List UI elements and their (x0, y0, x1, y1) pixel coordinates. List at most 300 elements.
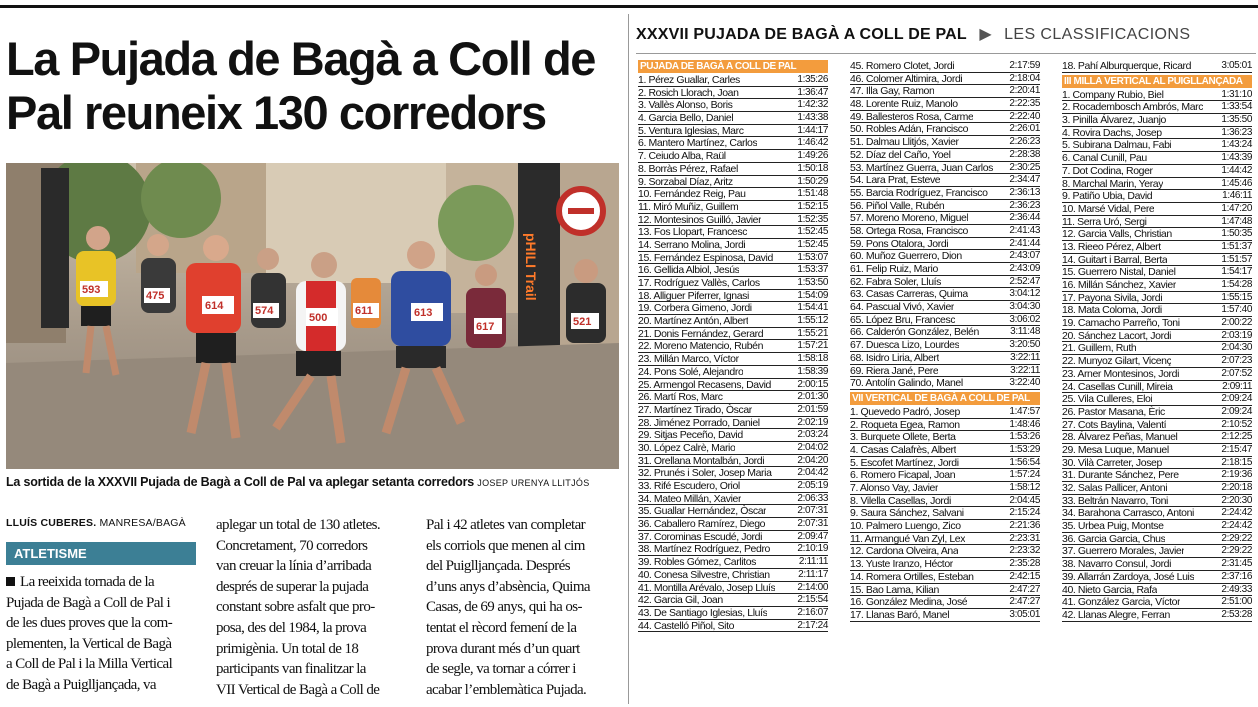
finish-time: 1:56:54 (1009, 456, 1040, 468)
result-row (1062, 165, 1252, 178)
athlete-name: 19. Camacho Parreño, Toni (1062, 317, 1180, 329)
finish-time: 2:41:43 (1009, 224, 1040, 236)
athlete-name: 17. Llanas Baró, Manel (850, 608, 950, 621)
finish-time: 1:53:29 (1009, 443, 1040, 455)
result-row (850, 419, 1040, 432)
finish-time: 1:57:21 (797, 340, 828, 352)
finish-time: 2:10:52 (1221, 418, 1252, 430)
result-row (1062, 431, 1252, 444)
result-row (1062, 393, 1252, 406)
athlete-name: 2. Rocadembosch Ambrós, Marc (1062, 101, 1204, 114)
athlete-name: 33. Rifé Escudero, Oriol (638, 480, 740, 492)
finish-time: 2:35:28 (1009, 558, 1040, 570)
finish-time: 2:42:15 (1009, 570, 1040, 582)
bib-number: 574 (255, 305, 274, 317)
result-row (850, 98, 1040, 111)
athlete-name: 38. Navarro Consul, Jordi (1062, 558, 1172, 570)
athlete-name: 17. Rodríguez Vallès, Carlos (638, 277, 760, 289)
athlete-name: 26. Martí Ros, Marc (638, 391, 723, 403)
category-header: III MILLA VERTICAL AL PUIGLLANÇADA (1062, 75, 1252, 88)
result-row (638, 620, 828, 633)
finish-time: 2:04:30 (1221, 342, 1252, 354)
athlete-name: 52. Díaz del Caño, Yoel (850, 148, 951, 161)
athlete-name: 9. Sorzabal Díaz, Aritz (638, 175, 733, 188)
finish-time: 2:07:23 (1221, 355, 1252, 367)
athlete-name: 39. Allarrán Zardoya, José Luis (1062, 570, 1195, 583)
athlete-name: 33. Beltrán Navarro, Toni (1062, 494, 1168, 507)
finish-time: 2:03:19 (1221, 329, 1252, 341)
article-line: aplegar un total de 130 atletes. (216, 517, 381, 533)
article-line: a Coll de Pal i la Milla Vertical (6, 656, 173, 673)
finish-time: 2:43:09 (1009, 263, 1040, 274)
finish-time: 2:47:27 (1009, 596, 1040, 608)
result-row (638, 442, 828, 455)
athlete-name: 4. Rovira Dachs, Josep (1062, 126, 1162, 139)
finish-time: 1:51:37 (1221, 240, 1252, 252)
finish-time: 1:35:26 (797, 74, 828, 85)
finish-time: 1:35:50 (1221, 114, 1252, 126)
result-row (1062, 520, 1252, 533)
athlete-name: 14. Serrano Molina, Jordi (638, 238, 746, 251)
finish-time: 2:11:11 (798, 556, 828, 568)
finish-time: 3:20:50 (1009, 339, 1040, 351)
finish-time: 1:36:47 (797, 86, 828, 98)
result-row (1062, 101, 1252, 114)
finish-time: 3:22:11 (1010, 364, 1040, 376)
athlete-name: 5. Ventura Iglesias, Marc (638, 124, 744, 137)
athlete-name: 9. Patiño Ubia, David (1062, 190, 1153, 202)
banner-text: pHILI Trail (523, 233, 539, 301)
athlete-name: 14. Romera Ortilles, Esteban (850, 570, 974, 583)
finish-time: 3:11:48 (1010, 326, 1040, 338)
result-row (850, 339, 1040, 352)
athlete-name: 60. Muñoz Guerrero, Dion (850, 250, 962, 262)
article-line: constant sobre asfalt que pro- (216, 599, 375, 616)
result-row (638, 150, 828, 163)
finish-time: 1:55:15 (1221, 291, 1252, 303)
result-row (1062, 266, 1252, 279)
finish-time: 1:53:07 (797, 251, 828, 263)
athlete-name: 9. Saura Sánchez, Salvani (850, 507, 964, 520)
article-line: els corriols que menen al cim (426, 537, 585, 554)
finish-time: 1:44:17 (797, 124, 828, 136)
athlete-name: 8. Borràs Pérez, Rafael (638, 162, 738, 175)
results-subtitle: LES CLASSIFICACIONS (1004, 26, 1191, 43)
finish-time: 1:50:18 (797, 162, 828, 174)
athlete-name: 59. Pons Otalora, Jordi (850, 237, 949, 250)
athlete-name: 18. Mata Coloma, Jordi (1062, 304, 1162, 317)
athlete-name: 11. Serra Uró, Sergi (1062, 215, 1147, 228)
athlete-name: 5. Subirana Dalmau, Fabi (1062, 139, 1172, 152)
result-row (638, 543, 828, 556)
result-row (850, 136, 1040, 149)
athlete-name: 25. Vila Culleres, Eloi (1062, 393, 1153, 405)
photo-caption (6, 475, 619, 489)
athlete-name: 31. Durante Sánchez, Pere (1062, 469, 1179, 481)
result-row (1062, 216, 1252, 229)
result-row (850, 457, 1040, 470)
result-row (1062, 469, 1252, 482)
result-row (638, 594, 828, 607)
athlete-name: 13. Fos Llopart, Francesc (638, 226, 748, 238)
result-row (850, 609, 1040, 622)
result-row (638, 214, 828, 227)
finish-time: 1:54:28 (1221, 279, 1252, 290)
section-tag: ATLETISME (6, 542, 196, 565)
finish-time: 2:36:23 (1009, 199, 1040, 211)
finish-time: 1:46:42 (797, 137, 828, 149)
result-row (850, 123, 1040, 136)
result-row (850, 584, 1040, 597)
finish-time: 2:49:33 (1221, 583, 1252, 595)
finish-time: 2:07:31 (797, 505, 828, 517)
finish-time: 2:09:11 (1222, 380, 1252, 392)
result-row (850, 212, 1040, 225)
athlete-name: 29. Mesa Luque, Manuel (1062, 443, 1169, 456)
result-row (850, 482, 1040, 495)
finish-time: 2:00:15 (797, 378, 828, 390)
athlete-name: 46. Colomer Altimira, Jordi (850, 72, 963, 85)
athlete-name: 1. Pérez Guallar, Carles (638, 74, 740, 86)
results-column-2 (850, 60, 1040, 622)
athlete-name: 22. Munyoz Gilart, Vicenç (1062, 355, 1172, 367)
result-row (850, 314, 1040, 327)
athlete-name: 66. Calderón González, Belén (850, 326, 979, 339)
result-row (850, 288, 1040, 301)
athlete-name: 11. Miró Muñiz, Guillem (638, 200, 739, 213)
result-row (850, 365, 1040, 378)
finish-time: 2:29:22 (1221, 532, 1252, 544)
article-line: d’uns anys d’absència, Quima (426, 578, 590, 595)
athlete-name: 11. Armangué Van Zyl, Lex (850, 532, 966, 545)
athlete-name: 22. Moreno Matencio, Rubén (638, 340, 764, 353)
result-row (638, 163, 828, 176)
athlete-name: 15. Fernández Espinosa, David (638, 251, 773, 264)
finish-time: 2:04:42 (797, 467, 828, 479)
athlete-name: 69. Riera Jané, Pere (850, 364, 939, 377)
result-row (850, 238, 1040, 251)
athlete-name: 24. Pons Solé, Alejandro (638, 365, 744, 378)
result-row (638, 226, 828, 239)
result-row (638, 505, 828, 518)
result-row (1062, 584, 1252, 597)
athlete-name: 12. Garcia Valls, Christian (1062, 228, 1172, 240)
article-line: posa, des del 1984, la prova (216, 619, 367, 636)
result-row (638, 518, 828, 531)
finish-time: 1:53:37 (797, 264, 828, 276)
athlete-name: 7. Ceiudo Alba, Raül (638, 150, 726, 162)
finish-time: 3:04:12 (1009, 288, 1040, 300)
athlete-name: 26. Pastor Masana, Èric (1062, 405, 1165, 418)
header-rule (636, 53, 1256, 54)
result-row (1062, 419, 1252, 432)
athlete-name: 36. Caballero Ramírez, Diego (638, 518, 766, 530)
finish-time: 2:15:47 (1221, 443, 1252, 455)
result-row (1062, 317, 1252, 330)
finish-time: 1:52:45 (797, 238, 828, 250)
finish-time: 2:30:25 (1009, 161, 1040, 173)
article-line: participants van finalitzar la (216, 661, 366, 678)
result-row (638, 417, 828, 430)
athlete-name: 2. Roqueta Egea, Ramon (850, 418, 960, 431)
finish-time: 3:22:40 (1009, 377, 1040, 389)
result-row (638, 99, 828, 112)
athlete-name: 31. Orellana Montalbán, Jordi (638, 454, 765, 467)
athlete-name: 34. Barahona Carrasco, Antoni (1062, 507, 1194, 520)
result-row (1062, 596, 1252, 609)
result-row (638, 391, 828, 404)
finish-time: 1:57:40 (1221, 304, 1252, 316)
finish-time: 1:47:57 (1009, 405, 1040, 417)
finish-time: 2:26:01 (1009, 123, 1040, 135)
finish-time: 1:43:24 (1221, 139, 1252, 151)
result-row (638, 277, 828, 290)
result-row (1062, 533, 1252, 546)
result-row (1062, 330, 1252, 343)
finish-time: 2:14:00 (797, 581, 828, 593)
finish-time: 2:20:30 (1221, 494, 1252, 506)
finish-time: 2:36:13 (1009, 186, 1040, 198)
athlete-name: 56. Piñol Valle, Rubén (850, 199, 945, 212)
article-line: VII Vertical de Bagà a Coll de (216, 681, 380, 698)
result-row (850, 111, 1040, 124)
finish-time: 2:52:47 (1009, 275, 1040, 287)
athlete-name: 16. Gellida Albiol, Jesús (638, 264, 740, 276)
athlete-name: 40. Nieto Garcia, Rafa (1062, 583, 1158, 596)
result-row (638, 87, 828, 100)
bib-number: 593 (82, 284, 101, 296)
athlete-name: 61. Felip Ruiz, Mario (850, 263, 938, 275)
finish-time: 1:53:26 (1009, 431, 1040, 443)
result-row (1062, 507, 1252, 520)
result-row (1062, 190, 1252, 203)
athlete-name: 45. Romero Clotet, Jordi (850, 60, 955, 72)
result-row (638, 582, 828, 595)
athlete-name: 62. Fabra Soler, Lluís (850, 275, 942, 288)
finish-time: 2:16:07 (797, 606, 828, 618)
finish-time: 1:43:39 (1221, 152, 1252, 164)
article-column-1 (6, 572, 196, 696)
result-row (850, 545, 1040, 558)
article-line: van creuar la línia d’arribada (216, 558, 372, 575)
finish-time: 2:29:22 (1221, 545, 1252, 557)
dateline: MANRESA/BAGÀ (99, 517, 186, 529)
article-line-text: La reeixida tornada de la (20, 574, 155, 590)
athlete-name: 6. Canal Cunill, Pau (1062, 152, 1147, 164)
result-row (850, 406, 1040, 419)
finish-time: 2:17:24 (797, 619, 828, 631)
left-banner (41, 168, 69, 328)
athlete-name: 40. Conesa Silvestre, Christian (638, 568, 770, 581)
square-bullet-icon (6, 577, 15, 586)
result-row (638, 252, 828, 265)
athlete-name: 47. Illa Gay, Ramon (850, 85, 935, 98)
finish-time: 2:04:45 (1009, 494, 1040, 506)
finish-time: 1:52:45 (797, 226, 828, 238)
finish-time: 3:06:02 (1009, 313, 1040, 325)
athlete-name: 3. Vallès Alonso, Boris (638, 99, 733, 112)
athlete-name: 37. Guerrero Morales, Javier (1062, 545, 1185, 558)
result-row (850, 377, 1040, 390)
finish-time: 2:34:47 (1009, 174, 1040, 186)
result-row (850, 250, 1040, 263)
finish-time: 1:49:26 (797, 150, 828, 162)
finish-time: 1:54:41 (797, 302, 828, 314)
athlete-name: 15. Guerrero Nistal, Daniel (1062, 266, 1176, 278)
bib-number: 611 (355, 305, 373, 317)
finish-time: 2:09:24 (1221, 393, 1252, 405)
athlete-name: 10. Palmero Luengo, Zico (850, 520, 961, 532)
athlete-name: 17. Payona Sivila, Jordi (1062, 291, 1163, 304)
athlete-name: 12. Montesinos Guilló, Javier (638, 213, 762, 226)
photo-illustration (6, 163, 619, 469)
result-row (1062, 342, 1252, 355)
result-row (638, 467, 828, 480)
athlete-name: 35. Urbea Puig, Montse (1062, 520, 1164, 532)
finish-time: 1:47:20 (1221, 202, 1252, 214)
athlete-name: 50. Robles Adán, Francisco (850, 123, 969, 136)
athlete-name: 44. Castelló Piñol, Sito (638, 619, 735, 632)
results-header (636, 20, 1256, 50)
result-row (1062, 89, 1252, 102)
finish-time: 1:33:54 (1221, 101, 1252, 113)
athlete-name: 13. Rieeo Pérez, Albert (1062, 240, 1161, 253)
finish-time: 1:47:48 (1221, 215, 1252, 227)
athlete-name: 1. Company Rubio, Biel (1062, 88, 1164, 101)
bib-number: 500 (309, 312, 328, 324)
athlete-name: 21. Guillem, Ruth (1062, 342, 1137, 355)
athlete-name: 6. Romero Ficapal, Joan (850, 469, 956, 481)
result-row (638, 188, 828, 201)
article-line: de les dues proves que la com- (6, 615, 173, 632)
finish-time: 2:23:31 (1009, 532, 1040, 544)
finish-time: 1:51:48 (797, 188, 828, 200)
athlete-name: 51. Dalmau Llitjós, Xavier (850, 136, 959, 148)
finish-time: 2:24:42 (1221, 507, 1252, 519)
athlete-name: 65. López Bru, Francesc (850, 313, 956, 326)
athlete-name: 43. De Santiago Iglesias, Lluís (638, 606, 768, 619)
finish-time: 1:52:15 (797, 200, 828, 212)
result-row (1062, 381, 1252, 394)
category-header: PUJADA DE BAGÀ A COLL DE PAL (638, 60, 828, 73)
finish-time: 2:20:41 (1009, 85, 1040, 97)
finish-time: 1:48:46 (1009, 418, 1040, 430)
result-row (1062, 178, 1252, 191)
result-row (1062, 228, 1252, 241)
result-row (1062, 254, 1252, 267)
finish-time: 1:54:09 (797, 289, 828, 301)
finish-time: 1:36:23 (1221, 126, 1252, 138)
finish-time: 2:24:42 (1221, 520, 1252, 532)
article-line: plementen, la Vertical de Bagà (6, 635, 172, 652)
result-row (850, 85, 1040, 98)
result-row (1062, 292, 1252, 305)
athlete-name: 63. Casas Carreras, Quima (850, 288, 968, 301)
finish-time: 2:09:24 (1221, 405, 1252, 417)
athlete-name: 30. López Calrè, Mario (638, 441, 736, 454)
result-row (850, 326, 1040, 339)
athlete-name: 64. Pascual Vivó, Xavier (850, 301, 955, 313)
finish-time: 1:50:35 (1221, 228, 1252, 240)
result-row (638, 315, 828, 328)
byline (6, 517, 186, 529)
athlete-name: 39. Robles Gómez, Carlitos (638, 556, 756, 568)
article-column-3 (426, 515, 618, 700)
finish-time: 2:17:59 (1009, 60, 1040, 71)
result-row (1062, 279, 1252, 292)
athlete-name: 53. Martínez Guerra, Juan Carlos (850, 161, 994, 174)
athlete-name: 36. Garcia Garcia, Chus (1062, 532, 1166, 545)
athlete-name: 27. Martínez Tirado, Òscar (638, 403, 752, 416)
finish-time: 2:43:07 (1009, 250, 1040, 262)
finish-time: 2:02:19 (797, 416, 828, 428)
athlete-name: 20. Martínez Antón, Albert (638, 315, 749, 327)
athlete-name: 7. Alonso Vay, Javier (850, 482, 939, 494)
finish-time: 3:22:11 (1010, 351, 1040, 363)
finish-time: 2:04:02 (797, 441, 828, 453)
athlete-name: 21. Donis Fernández, Gerard (638, 327, 764, 340)
finish-time: 1:45:46 (1221, 177, 1252, 189)
result-row (1062, 60, 1252, 73)
finish-time: 2:03:24 (797, 429, 828, 441)
result-row (638, 340, 828, 353)
category-header: VII VERTICAL DE BAGÀ A COLL DE PAL (850, 392, 1040, 405)
article-line: Casas, de 69 anys, qui ha os- (426, 599, 582, 616)
finish-time: 2:15:54 (797, 594, 828, 606)
finish-time: 2:01:59 (797, 403, 828, 415)
athlete-name: 29. Sitjas Peceño, David (638, 429, 743, 441)
article-line: del Puiglljançada. Després (426, 558, 570, 575)
result-row (638, 429, 828, 442)
article-line: Pal i 42 atletes van completar (426, 517, 586, 533)
athlete-name: 28. Álvarez Peñas, Manuel (1062, 431, 1178, 443)
article-line (6, 572, 196, 593)
finish-time: 2:26:23 (1009, 136, 1040, 148)
results-column-1 (638, 58, 828, 632)
bib-number: 614 (205, 300, 224, 312)
athlete-name: 8. Marchal Marin, Yeray (1062, 177, 1164, 190)
athlete-name: 16. Millán Sánchez, Xavier (1062, 279, 1176, 291)
article-line: després de superar la pujada (216, 578, 369, 595)
result-row (1062, 495, 1252, 508)
athlete-name: 4. Garcia Bello, Daniel (638, 112, 734, 124)
finish-time: 1:31:10 (1221, 88, 1252, 100)
finish-time: 2:00:22 (1221, 317, 1252, 329)
finish-time: 2:18:04 (1009, 72, 1040, 84)
result-row (850, 533, 1040, 546)
result-row (850, 352, 1040, 365)
result-row (638, 264, 828, 277)
finish-time: 2:11:17 (798, 568, 828, 580)
result-row (850, 495, 1040, 508)
athlete-name: 48. Lorente Ruiz, Manolo (850, 98, 958, 110)
result-row (638, 480, 828, 493)
result-row (638, 493, 828, 506)
finish-time: 1:54:17 (1221, 266, 1252, 278)
article-line: tentat el rècord femení de la (426, 619, 577, 636)
finish-time: 2:22:35 (1009, 98, 1040, 110)
finish-time: 2:22:40 (1009, 110, 1040, 122)
article-line: Pujada de Bagà a Coll de Pal i (6, 594, 171, 611)
finish-time: 2:10:19 (797, 543, 828, 555)
finish-time: 2:41:44 (1009, 237, 1040, 249)
athlete-name: 20. Sánchez Lacort, Jordi (1062, 329, 1172, 342)
finish-time: 2:07:31 (797, 518, 828, 530)
headline-line-1: La Pujada de Bagà a Coll de (6, 32, 596, 85)
finish-time: 1:58:12 (1009, 482, 1040, 493)
result-row (1062, 241, 1252, 254)
result-row (638, 302, 828, 315)
